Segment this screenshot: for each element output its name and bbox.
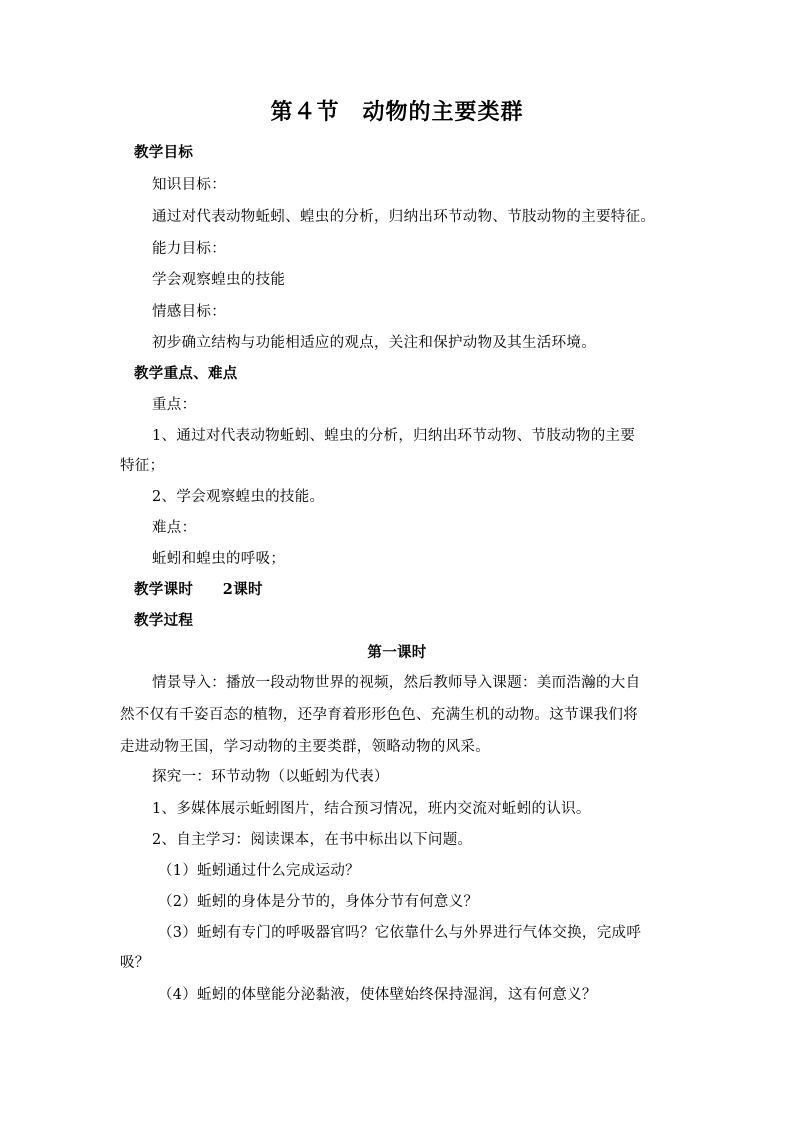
paragraph-line: 通过对代表动物蚯蚓、蝗虫的分析，归纳出环节动物、节肢动物的主要特征。 (152, 209, 656, 225)
paragraph-line: 2、学会观察蝗虫的技能。 (152, 489, 325, 505)
paragraph-line: 然不仅有千姿百态的植物，还孕育着形形色色、充满生机的动物。这节课我们将 (120, 707, 638, 723)
paragraph-line: （3）蚯蚓有专门的呼吸器官吗？它依靠什么与外界进行气体交换，完成呼 (158, 925, 642, 941)
section-heading: 教学目标 (134, 144, 194, 161)
section-heading: 教学过程 (134, 612, 194, 629)
paragraph-line: （2）蚯蚓的身体是分节的，身体分节有何意义？ (158, 894, 479, 910)
section-heading: 教学课时 2课时 (134, 581, 263, 598)
paragraph-line: 情感目标： (152, 304, 226, 320)
paragraph-line: 初步确立结构与功能相适应的观点，关注和保护动物及其生活环境。 (152, 335, 596, 351)
paragraph-line: 学会观察蝗虫的技能 (152, 272, 286, 288)
paragraph-line: 1、通过对代表动物蚯蚓、蝗虫的分析，归纳出环节动物、节肢动物的主要 (152, 428, 636, 444)
paragraph-line: （4）蚯蚓的体壁能分泌黏液，使体壁始终保持湿润，这有何意义？ (158, 987, 597, 1003)
paragraph-line: 走进动物王国，学习动物的主要类群，领略动物的风采。 (120, 739, 490, 755)
section-heading: 教学重点、难点 (134, 365, 238, 382)
paragraph-line: 吸？ (120, 955, 150, 971)
paragraph-line: 重点： (152, 397, 197, 413)
paragraph-line: 特征； (120, 458, 165, 474)
paragraph-line: 情景导入：播放一段动物世界的视频，然后教师导入课题：美而浩瀚的大自 (152, 675, 641, 691)
paragraph-line: （1）蚯蚓通过什么完成运动？ (158, 863, 360, 879)
paragraph-line: 蚯蚓和蝗虫的呼吸； (152, 551, 286, 567)
paragraph-line: 2、自主学习：阅读课本，在书中标出以下问题。 (152, 832, 473, 848)
paragraph-line: 能力目标： (152, 241, 226, 257)
paragraph-line: 探究一：环节动物（以蚯蚓为代表） (152, 769, 389, 785)
subsection-heading: 第一课时 (367, 644, 427, 661)
paragraph-line: 1、多媒体展示蚯蚓图片，结合预习情况，班内交流对蚯蚓的认识。 (152, 801, 591, 817)
document-title: 第４节 动物的主要类群 (270, 99, 524, 125)
paragraph-line: 知识目标： (152, 177, 226, 193)
paragraph-line: 难点： (152, 520, 197, 536)
